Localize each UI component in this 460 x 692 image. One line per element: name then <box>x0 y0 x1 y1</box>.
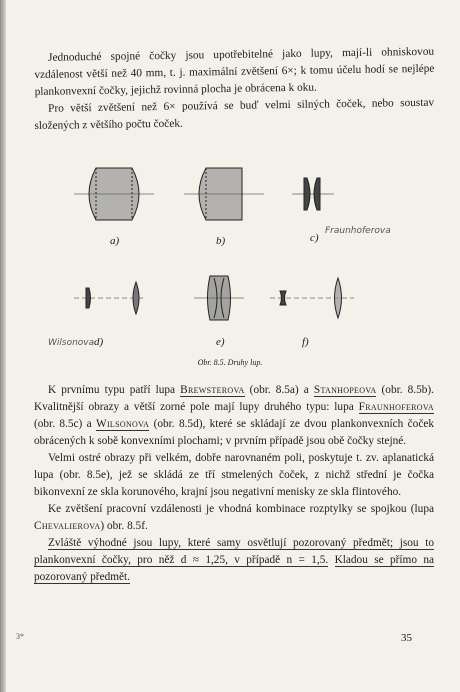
paragraph-chevalier <box>34 501 434 535</box>
text: ) obr. 8.5f. <box>100 520 148 532</box>
label-d: d) <box>94 336 104 348</box>
text: K prvnímu typu patří lupa <box>48 384 181 396</box>
label-c: c) <box>310 232 319 244</box>
text: Ke zvětšení pracovní vzdálenosti je vhodná kombinace rozptylky se spojkou (lupa <box>48 503 434 515</box>
printer-signature: 3* <box>16 632 24 641</box>
book-gutter <box>0 0 6 692</box>
underlined-text-2: Kladou se přímo na pozorovaný předmět. <box>34 554 434 583</box>
label-a: a) <box>110 235 120 247</box>
text: (obr. 8.5d), které se skládají ze dvou plankonvexních čoček obrácených k sobě konvexními plochami; v prvním případě jsou obě čočky stejné. <box>34 418 435 447</box>
figure-caption: Obr. 8.5. Druhy lup. <box>197 358 263 367</box>
name-stanhope: Stanhopeova <box>313 384 377 396</box>
lens-f-chevalier <box>270 278 354 318</box>
label-e: e) <box>216 336 225 348</box>
intro-paragraph-1: Jednoduché spojné čočky jsou upotřebitelné jako lupy, mají-li ohniskovou vzdálenost větší než 40 mm, t. j. maximální zvětšení 6×; k tomu účelu hodí se nejlépe plankonvexní čočky, jejichž rovinná plocha je obrácena k oku. <box>34 45 435 98</box>
handwritten-fraunhoferova: Fraunhoferova <box>325 226 391 236</box>
lens-b-stanhope <box>184 168 264 220</box>
label-f: f) <box>302 336 309 348</box>
name-brewster: Brewsterova <box>180 384 245 396</box>
text: (obr. 8.5c) a <box>34 418 96 430</box>
name-wilson: Wilsonova <box>96 418 150 430</box>
name-fraunhofer: Fraunhoferova <box>358 401 434 413</box>
lens-a-brewster <box>74 168 154 220</box>
intro-paragraph-2: Pro větší zvětšení než 6× používá se buď velmi silných čoček, nebo soustav složených z většího počtu čoček. <box>34 96 435 132</box>
intro-text <box>34 45 435 135</box>
body-text <box>34 382 434 586</box>
lens-e-aplanatic <box>194 276 244 320</box>
underlined-text-1: Zvláště výhodné jsou lupy, které samy osvětlují pozorovaný předmět; jsou to plankonvexní čočky, pro něž d ≈ 1,25, v případě n = 1,5. <box>34 537 434 566</box>
handwritten-wilsonova: Wilsonova <box>48 338 95 348</box>
lens-c-fraunhofer <box>292 178 334 210</box>
text: (obr. 8.5b). Kvalitnější obrazy a větší zorné pole mají lupy druhého typu: lupa <box>34 384 435 413</box>
page-number: 35 <box>401 632 412 644</box>
lens-d-wilson <box>74 282 146 314</box>
label-b: b) <box>216 235 226 247</box>
paragraph-lens-types <box>34 382 434 450</box>
paragraph-illuminating <box>34 535 434 586</box>
name-chevalier: Chevalierova <box>34 520 101 532</box>
text: (obr. 8.5a) a <box>244 384 314 396</box>
paragraph-aplanatic: Velmi ostré obrazy při velkém, dobře narovnaném poli, poskytuje t. zv. aplanatická lupa (obr. 8.5e), jež se skládá ze tří stmelených čoček, z nichž střední je čočka bikonvexní ze skla korunového, krajní jsou negativní menisky ze skla flintového. <box>34 452 434 498</box>
